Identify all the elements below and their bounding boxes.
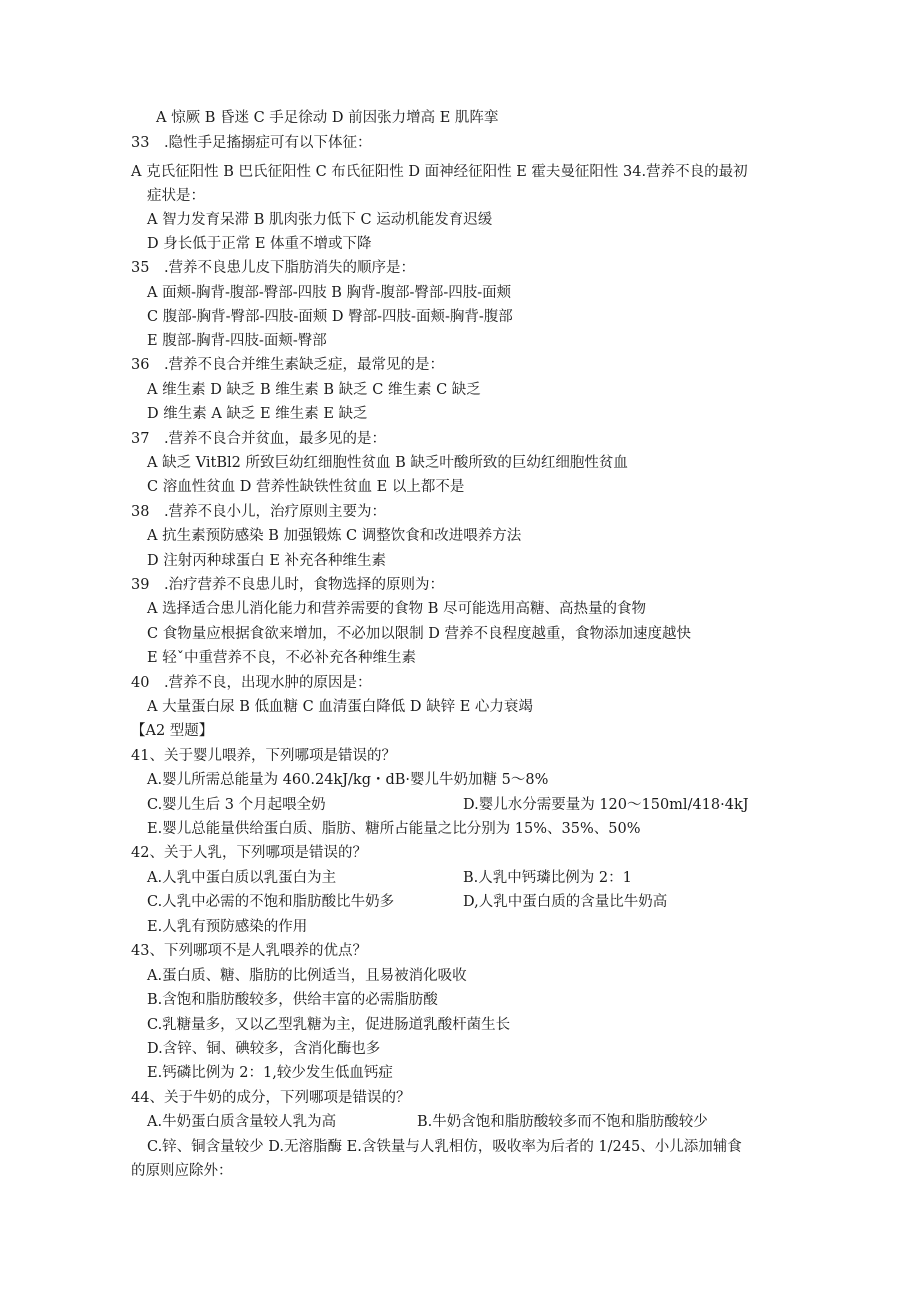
option-line: E 轻ˇ中重营养不良，不必补充各种维生素 (147, 650, 416, 666)
option-line: A 维生素 D 缺乏 B 维生素 B 缺乏 C 维生素 C 缺乏 (147, 382, 481, 398)
option-line: B.含饱和脂肪酸较多，供给丰富的必需脂肪酸 (147, 992, 438, 1008)
option-line: A.蛋白质、糖、脂肪的比例适当，且易被消化吸收 (147, 968, 467, 984)
option-line: B.人乳中钙璘比例为 2：1 (463, 870, 632, 886)
option-line: A 面颊-胸背-腹部-臀部-四肢 B 胸背-腹部-臀部-四肢-面颊 (147, 285, 512, 301)
option-line: A 智力发育呆滞 B 肌肉张力低下 C 运动机能发育迟缓 (147, 212, 493, 228)
option-line: C.锌、铜含量较少 D.无溶脂酶 E.含铁量与人乳相仿，吸收率为后者的 1/245、小儿添加辅食 (147, 1139, 742, 1155)
option-line: A 大量蛋白尿 B 低血糖 C 血清蛋白降低 D 缺锌 E 心力衰竭 (147, 699, 533, 715)
option-line: C 腹部-胸背-臀部-四肢-面颊 D 臀部-四肢-面颊-胸背-腹部 (147, 309, 513, 325)
option-line: A.牛奶蛋白质含量较人乳为高 (147, 1114, 337, 1130)
question-35: 35 .营养不良患儿皮下脂肪消失的顺序是： (131, 260, 416, 276)
option-line: D 维生素 A 缺乏 E 维生素 E 缺乏 (147, 406, 368, 422)
option-line: D.含锌、铜、碘较多，含消化酶也多 (147, 1041, 381, 1057)
option-line: D,人乳中蛋白质的含量比牛奶高 (463, 894, 668, 910)
option-line: E.钙磷比例为 2：1,较少发生低血钙症 (147, 1065, 393, 1081)
question-33: 33 .隐性手足搐搦症可有以下体征： (131, 135, 372, 151)
question-34-continuation: 症状是： (147, 188, 205, 204)
option-line: A.人乳中蛋白质以乳蛋白为主 (147, 870, 337, 886)
option-line: C.乳糖量多，又以乙型乳糖为主，促进肠道乳酸杆菌生长 (147, 1017, 511, 1033)
option-line: B.牛奶含饱和脂肪酸较多而不饱和脂肪酸较少 (417, 1114, 708, 1130)
question-41: 41、关于婴儿喂养，下列哪项是错误的？ (131, 748, 396, 764)
option-line: C.婴儿生后 3 个月起喂全奶 (147, 797, 326, 813)
option-line: A 选择适合患儿消化能力和营养需要的食物 B 尽可能选用高糖、高热量的食物 (147, 601, 646, 617)
option-line: D.婴儿水分需要量为 120～150ml/418·4kJ (463, 797, 749, 813)
option-line: E.人乳有预防感染的作用 (147, 919, 308, 935)
option-line: C.人乳中必需的不饱和脂肪酸比牛奶多 (147, 894, 395, 910)
option-line: D 身长低于正常 E 体重不增或下降 (147, 236, 372, 252)
section-heading: 【A2 型题】 (131, 723, 214, 739)
option-line: E.婴儿总能量供给蛋白质、脂肪、糖所占能量之比分别为 15%、35%、50% (147, 821, 641, 837)
question-36: 36 .营养不良合并维生素缺乏症，最常见的是： (131, 357, 445, 373)
option-line: C 溶血性贫血 D 营养性缺铁性贫血 E 以上都不是 (147, 479, 465, 495)
option-line: A 克氏征阳性 B 巴氏征阳性 C 布氏征阳性 D 面神经征阳性 E 霍夫曼征阳性 34.营养不良的最初 (131, 164, 748, 180)
question-38: 38 .营养不良小儿，治疗原则主要为： (131, 504, 387, 520)
option-line: A 惊厥 B 昏迷 C 手足徐动 D 前因张力增高 E 肌阵挛 (156, 110, 499, 126)
option-line: E 腹部-胸背-四肢-面颊-臀部 (147, 333, 327, 349)
question-43: 43、下列哪项不是人乳喂养的优点？ (131, 943, 367, 959)
question-42: 42、关于人乳，下列哪项是错误的？ (131, 845, 367, 861)
question-44: 44、关于牛奶的成分，下列哪项是错误的？ (131, 1090, 411, 1106)
option-line: A.婴儿所需总能量为 460.24kJ/kg・dB·婴儿牛奶加糖 5～8% (147, 772, 549, 788)
question-37: 37 .营养不良合并贫血，最多见的是： (131, 431, 387, 447)
option-line: C 食物量应根据食欲来增加，不必加以限制 D 营养不良程度越重，食物添加速度越快 (147, 626, 692, 642)
option-line: D 注射丙种球蛋白 E 补充各种维生素 (147, 553, 387, 569)
question-45-continuation: 的原则应除外： (131, 1163, 233, 1179)
option-line: A 缺乏 VitBl2 所致巨幼红细胞性贫血 B 缺乏叶酸所致的巨幼红细胞性贫血 (147, 455, 628, 471)
question-40: 40 .营养不良，出现水肿的原因是： (131, 675, 372, 691)
question-39: 39 .治疗营养不良患儿时，食物选择的原则为： (131, 577, 445, 593)
option-line: A 抗生素预防感染 B 加强锻炼 C 调整饮食和改进喂养方法 (147, 528, 522, 544)
